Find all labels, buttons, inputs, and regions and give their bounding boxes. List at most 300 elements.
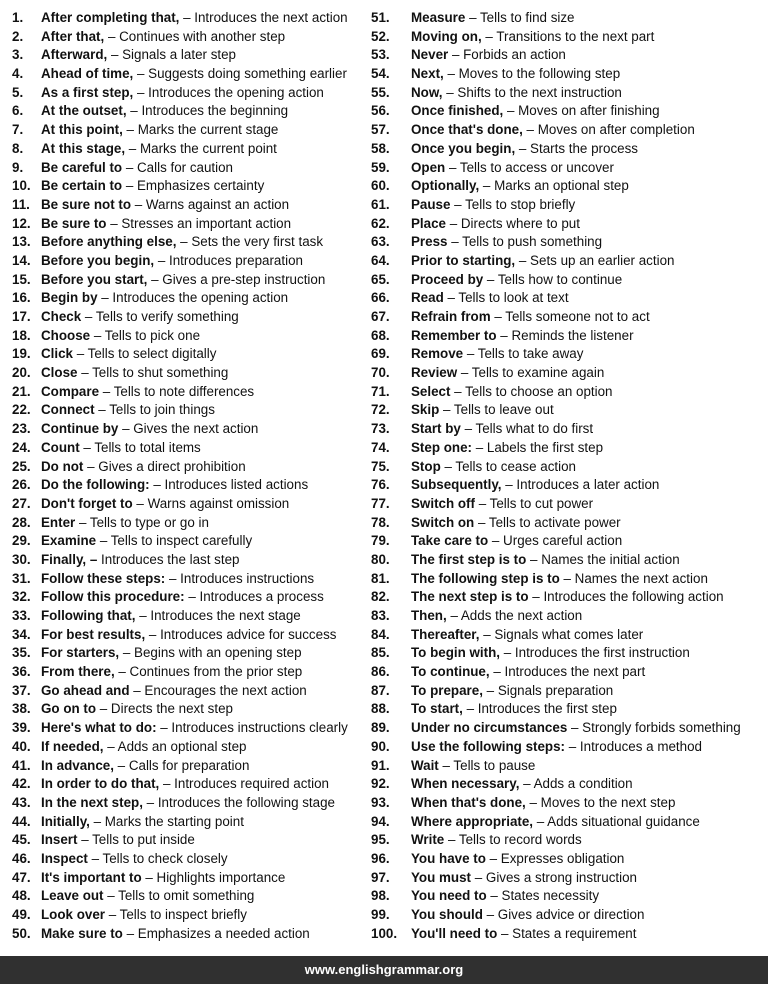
- item-description: – Tells to push something: [447, 234, 603, 250]
- item-text: [411, 588, 724, 607]
- item-description: – Suggests doing something earlier: [133, 66, 347, 82]
- list-item: [371, 794, 756, 813]
- item-term: Review: [411, 365, 458, 381]
- item-description: – Adds the next action: [446, 608, 583, 623]
- item-text: [41, 644, 302, 663]
- list-item: [12, 177, 377, 196]
- item-number: 98.: [371, 888, 390, 904]
- item-number: 100.: [371, 925, 398, 941]
- item-description: – Introduces listed actions: [149, 477, 309, 493]
- list-item: [371, 663, 756, 682]
- item-text: [41, 906, 247, 925]
- item-text: [411, 570, 708, 589]
- phrase-list-columns: [0, 9, 768, 943]
- item-number: 32.: [12, 589, 31, 605]
- list-item: [12, 682, 377, 701]
- item-description: – Introduces the first instruction: [500, 645, 690, 661]
- item-term: After completing that,: [41, 10, 180, 25]
- list-item: [371, 9, 756, 28]
- list-item: [371, 607, 756, 626]
- list-item: [371, 252, 756, 271]
- item-number: 62.: [371, 215, 390, 231]
- item-term: The following step is to: [411, 570, 560, 586]
- item-term: Skip: [411, 402, 440, 418]
- item-term: Afterward,: [41, 47, 108, 63]
- item-description: – Directs where to put: [446, 215, 580, 231]
- item-text: [411, 607, 582, 626]
- item-description: – Tells to leave out: [439, 402, 554, 418]
- item-text: [41, 140, 277, 159]
- item-term: Select: [411, 383, 451, 399]
- item-number: 61.: [371, 196, 390, 212]
- list-item: [371, 532, 756, 551]
- item-number: 54.: [371, 66, 390, 82]
- item-term: Start by: [411, 421, 461, 437]
- list-item: [12, 738, 377, 757]
- item-term: Remove: [411, 346, 464, 362]
- item-term: It's important to: [41, 869, 142, 885]
- item-description: – Encourages the next action: [129, 682, 307, 698]
- item-number: 80.: [371, 551, 390, 567]
- item-term: Refrain from: [411, 309, 491, 324]
- list-item: [371, 869, 756, 888]
- list-item: [12, 289, 377, 308]
- item-number: 81.: [371, 570, 390, 586]
- item-text: [411, 775, 633, 794]
- item-term: Following that,: [41, 608, 136, 623]
- list-item: [12, 9, 377, 28]
- item-description: – Tells to examine again: [457, 365, 605, 381]
- item-description: – States a requirement: [497, 925, 637, 941]
- item-term: Optionally,: [411, 178, 480, 194]
- item-text: [41, 215, 291, 234]
- item-term: Initially,: [41, 813, 90, 829]
- item-term: Stop: [411, 458, 441, 474]
- item-number: 18.: [12, 327, 31, 343]
- list-item: [12, 159, 377, 178]
- item-term: Open: [411, 159, 446, 175]
- list-item: [371, 458, 756, 477]
- item-description: – Signals preparation: [482, 682, 614, 698]
- list-item: [371, 271, 756, 290]
- item-number: 16.: [12, 290, 31, 306]
- item-number: 15.: [12, 271, 31, 287]
- item-text: [41, 84, 324, 103]
- list-item: [371, 813, 756, 832]
- item-term: Do the following:: [41, 477, 150, 493]
- item-term: If needed,: [41, 738, 104, 754]
- list-item: [371, 46, 756, 65]
- list-item: [12, 906, 377, 925]
- item-number: 45.: [12, 832, 31, 848]
- list-item: [12, 252, 377, 271]
- list-item: [371, 495, 756, 514]
- item-description: – Transitions to the next part: [481, 28, 655, 44]
- item-text: [411, 65, 620, 84]
- item-description: – Forbids an action: [448, 47, 566, 63]
- list-item: [12, 570, 377, 589]
- item-description: – Sets the very first task: [176, 234, 324, 250]
- item-text: [41, 775, 329, 794]
- item-description: – Continues from the prior step: [114, 664, 303, 680]
- item-description: – Tells to omit something: [103, 888, 255, 904]
- item-text: [411, 28, 654, 47]
- item-text: [411, 663, 645, 682]
- item-description: – Introduces preparation: [154, 252, 303, 268]
- item-number: 50.: [12, 925, 31, 941]
- list-item: [371, 850, 756, 869]
- item-number: 72.: [371, 402, 390, 418]
- item-term: Under no circumstances: [411, 720, 568, 736]
- item-text: [41, 28, 285, 47]
- item-description: – Introduces the beginning: [126, 103, 289, 119]
- item-text: [411, 495, 593, 514]
- item-text: [41, 102, 288, 121]
- item-text: [41, 831, 195, 850]
- item-description: – Tells to total items: [79, 439, 201, 455]
- item-description: – Tells what to do first: [460, 421, 594, 437]
- list-item: [12, 551, 377, 570]
- item-number: 10.: [12, 178, 31, 194]
- item-description: – Tells to verify something: [81, 309, 239, 324]
- item-term: At this stage,: [41, 140, 126, 156]
- list-item: [12, 775, 377, 794]
- item-term: To prepare,: [411, 682, 483, 698]
- item-number: 41.: [12, 757, 31, 773]
- item-description: – Moves on after completion: [522, 122, 695, 138]
- item-text: [41, 271, 325, 290]
- list-item: [12, 644, 377, 663]
- list-item: [371, 102, 756, 121]
- item-text: [411, 831, 582, 850]
- item-text: [41, 420, 258, 439]
- item-number: 47.: [12, 869, 31, 885]
- item-term: Where appropriate,: [411, 813, 534, 829]
- item-description: – Signals what comes later: [479, 626, 644, 642]
- item-description: – Shifts to the next instruction: [442, 84, 622, 100]
- item-description: – Tells to inspect carefully: [96, 533, 253, 549]
- item-term: As a first step,: [41, 84, 134, 100]
- item-description: – Gives a pre-step instruction: [147, 271, 326, 287]
- item-text: [41, 364, 228, 383]
- list-item: [371, 140, 756, 159]
- item-description: – Introduces the next action: [179, 10, 348, 25]
- item-term: At the outset,: [41, 103, 127, 119]
- item-number: 52.: [371, 28, 390, 44]
- list-item: [12, 327, 377, 346]
- item-text: [411, 514, 621, 533]
- item-term: Switch off: [411, 495, 475, 511]
- item-text: [411, 757, 535, 776]
- item-description: – Gives the next action: [118, 421, 259, 437]
- item-term: Follow these steps:: [41, 570, 166, 586]
- item-description: – Expresses obligation: [485, 850, 625, 866]
- item-term: Close: [41, 365, 78, 381]
- item-term: Compare: [41, 383, 100, 399]
- item-text: [411, 925, 636, 944]
- item-term: Press: [411, 234, 448, 250]
- item-term: Begin by: [41, 290, 98, 306]
- item-number: 79.: [371, 533, 390, 549]
- list-item: [12, 420, 377, 439]
- item-text: [41, 401, 215, 420]
- item-text: [411, 532, 622, 551]
- list-item: [371, 28, 756, 47]
- list-item: [371, 383, 756, 402]
- item-text: [411, 121, 695, 140]
- item-number: 42.: [12, 776, 31, 792]
- item-text: [411, 813, 700, 832]
- item-description: – Introduces a method: [565, 738, 702, 754]
- item-term: Be careful to: [41, 159, 123, 175]
- list-item: [371, 757, 756, 776]
- item-number: 51.: [371, 10, 390, 25]
- item-description: – Introduces the opening action: [97, 290, 289, 306]
- item-number: 73.: [371, 421, 390, 437]
- item-number: 71.: [371, 383, 390, 399]
- item-description: – Tells to pick one: [90, 327, 201, 343]
- item-text: [41, 458, 246, 477]
- item-text: [41, 738, 246, 757]
- item-term: Connect: [41, 402, 95, 418]
- list-item: [371, 514, 756, 533]
- item-text: [41, 345, 216, 364]
- item-number: 19.: [12, 346, 31, 362]
- item-description: – Adds situational guidance: [533, 813, 700, 829]
- item-term: Count: [41, 439, 80, 455]
- list-item: [12, 925, 377, 944]
- item-term: The first step is to: [411, 551, 527, 567]
- item-number: 90.: [371, 738, 390, 754]
- item-number: 96.: [371, 850, 390, 866]
- item-description: – States necessity: [486, 888, 600, 904]
- item-text: [411, 215, 580, 234]
- item-number: 92.: [371, 776, 390, 792]
- item-term: Choose: [41, 327, 91, 343]
- item-term: Once you begin,: [411, 140, 516, 156]
- item-description: – Urges careful action: [488, 533, 623, 549]
- item-number: 30.: [12, 551, 31, 567]
- right-column: [371, 9, 756, 943]
- item-text: [41, 308, 239, 327]
- item-description: – Emphasizes a needed action: [122, 925, 310, 941]
- item-number: 67.: [371, 309, 390, 324]
- list-item: [12, 121, 377, 140]
- item-number: 88.: [371, 701, 390, 717]
- item-term: To start,: [411, 701, 463, 717]
- item-text: [41, 383, 254, 402]
- item-text: [411, 644, 690, 663]
- item-description: – Reminds the listener: [496, 327, 634, 343]
- item-text: [41, 177, 264, 196]
- item-number: 84.: [371, 626, 390, 642]
- item-text: [411, 289, 569, 308]
- list-item: [371, 906, 756, 925]
- item-term: Here's what to do:: [41, 720, 157, 736]
- item-description: – Tells to check closely: [87, 850, 228, 866]
- item-number: 83.: [371, 608, 390, 623]
- item-number: 31.: [12, 570, 31, 586]
- item-description: – Begins with an opening step: [119, 645, 302, 661]
- item-term: Proceed by: [411, 271, 484, 287]
- item-term: Follow this procedure:: [41, 589, 185, 605]
- item-term: In advance,: [41, 757, 114, 773]
- list-item: [12, 458, 377, 477]
- list-item: [12, 495, 377, 514]
- item-number: 46.: [12, 850, 31, 866]
- list-item: [371, 420, 756, 439]
- list-item: [371, 626, 756, 645]
- item-text: [411, 345, 583, 364]
- item-term: Prior to starting,: [411, 252, 516, 268]
- item-text: [41, 495, 289, 514]
- list-item: [371, 682, 756, 701]
- list-item: [12, 345, 377, 364]
- item-description: – Introduces the next stage: [135, 608, 301, 623]
- item-description: – Highlights importance: [141, 869, 286, 885]
- item-term: Write: [411, 832, 445, 848]
- item-term: At this point,: [41, 122, 123, 138]
- item-number: 34.: [12, 626, 31, 642]
- item-text: [41, 850, 228, 869]
- list-item: [371, 121, 756, 140]
- item-text: [411, 551, 680, 570]
- item-term: Click: [41, 346, 74, 362]
- item-description: – Directs the next step: [96, 701, 233, 717]
- item-description: – Gives a direct prohibition: [83, 458, 246, 474]
- item-term: Once that's done,: [411, 122, 523, 138]
- item-term: Go ahead and: [41, 682, 130, 698]
- item-number: 89.: [371, 720, 390, 736]
- item-number: 66.: [371, 290, 390, 306]
- list-item: [12, 84, 377, 103]
- item-description: – Introduces the opening action: [133, 84, 324, 100]
- item-text: [411, 308, 650, 327]
- item-text: [41, 869, 285, 888]
- list-item: [12, 476, 377, 495]
- list-item: [12, 65, 377, 84]
- item-text: [41, 794, 335, 813]
- item-description: – Gives advice or direction: [482, 907, 645, 922]
- list-item: [371, 700, 756, 719]
- list-item: [371, 233, 756, 252]
- item-number: 3.: [12, 47, 24, 63]
- list-item: [371, 308, 756, 327]
- item-number: 78.: [371, 514, 390, 530]
- item-term: Once finished,: [411, 103, 504, 119]
- item-text: [411, 84, 622, 103]
- item-description: – Calls for preparation: [113, 757, 250, 773]
- item-description: – Introduces a process: [184, 589, 324, 605]
- list-item: [371, 159, 756, 178]
- item-term: Go on to: [41, 701, 97, 717]
- item-number: 13.: [12, 234, 31, 250]
- list-item: [371, 887, 756, 906]
- item-number: 68.: [371, 327, 390, 343]
- item-text: [411, 271, 622, 290]
- item-description: Introduces the last step: [97, 551, 240, 567]
- item-text: [411, 401, 554, 420]
- list-item: [371, 476, 756, 495]
- item-description: – Introduces required action: [159, 776, 329, 792]
- item-term: Continue by: [41, 421, 119, 437]
- item-number: 36.: [12, 664, 31, 680]
- item-text: [411, 140, 638, 159]
- item-term: Finally, –: [41, 551, 98, 567]
- item-description: – Continues with another step: [104, 28, 286, 44]
- item-number: 23.: [12, 421, 31, 437]
- item-term: Before anything else,: [41, 234, 177, 250]
- list-item: [371, 196, 756, 215]
- item-text: [411, 9, 575, 28]
- item-number: 22.: [12, 402, 31, 418]
- item-number: 14.: [12, 252, 31, 268]
- item-term: Now,: [411, 84, 443, 100]
- item-description: – Stresses an important action: [106, 215, 292, 231]
- item-term: After that,: [41, 28, 105, 44]
- item-term: Look over: [41, 907, 105, 922]
- item-term: Be certain to: [41, 178, 123, 194]
- item-text: [41, 757, 249, 776]
- list-item: [12, 831, 377, 850]
- item-number: 95.: [371, 832, 390, 848]
- item-term: Check: [41, 309, 82, 324]
- footer-website-link[interactable]: www.englishgrammar.org: [304, 962, 464, 977]
- item-term: Step one:: [411, 439, 473, 455]
- list-item: [12, 308, 377, 327]
- item-description: – Emphasizes certainty: [122, 178, 265, 194]
- item-text: [41, 813, 244, 832]
- item-number: 37.: [12, 682, 31, 698]
- item-term: Use the following steps:: [411, 738, 566, 754]
- item-number: 35.: [12, 645, 31, 661]
- item-number: 7.: [12, 122, 24, 138]
- item-number: 87.: [371, 682, 390, 698]
- item-number: 77.: [371, 495, 390, 511]
- list-item: [371, 831, 756, 850]
- item-description: – Tells to find size: [465, 10, 575, 25]
- item-number: 93.: [371, 794, 390, 810]
- list-item: [371, 570, 756, 589]
- item-number: 75.: [371, 458, 390, 474]
- list-item: [12, 626, 377, 645]
- list-item: [12, 140, 377, 159]
- item-description: – Introduces the first step: [462, 701, 617, 717]
- item-term: Insert: [41, 832, 78, 848]
- item-description: – Labels the first step: [472, 439, 604, 455]
- item-description: – Introduces the following stage: [142, 794, 335, 810]
- item-number: 63.: [371, 234, 390, 250]
- item-number: 27.: [12, 495, 31, 511]
- list-item: [371, 644, 756, 663]
- item-number: 17.: [12, 309, 31, 324]
- item-number: 40.: [12, 738, 31, 754]
- item-term: Don't forget to: [41, 495, 133, 511]
- item-term: Read: [411, 290, 444, 306]
- item-number: 56.: [371, 103, 390, 119]
- item-number: 21.: [12, 383, 31, 399]
- list-item: [12, 700, 377, 719]
- item-text: [41, 700, 233, 719]
- item-text: [41, 925, 310, 944]
- item-description: – Tells to stop briefly: [450, 196, 576, 212]
- item-number: 9.: [12, 159, 24, 175]
- item-number: 8.: [12, 140, 24, 156]
- list-item: [371, 345, 756, 364]
- footer-bar: [0, 956, 768, 984]
- item-description: – Tells to shut something: [77, 365, 229, 381]
- item-description: – Tells to join things: [94, 402, 215, 418]
